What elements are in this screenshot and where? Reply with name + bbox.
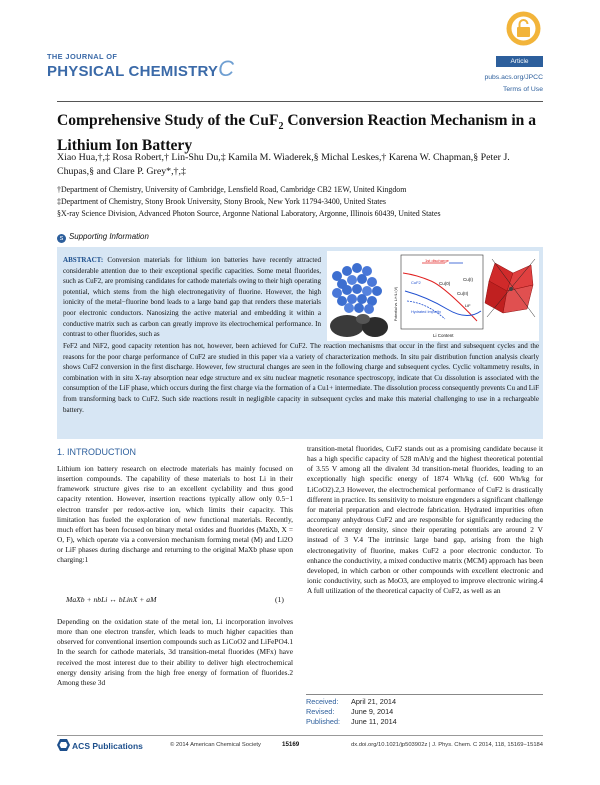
received-date: April 21, 2014 bbox=[351, 697, 397, 706]
journal-logo[interactable] bbox=[47, 52, 237, 79]
header-divider bbox=[57, 101, 543, 102]
journal-logo-letter: C bbox=[218, 56, 235, 81]
affiliations bbox=[57, 184, 543, 220]
graphic-label-cu0: Cu(0) bbox=[439, 281, 451, 286]
graphic-ylabel: Potential vs. Li+/Li (V) bbox=[394, 286, 398, 321]
publication-dates bbox=[306, 694, 543, 728]
published-label: Published: bbox=[306, 717, 341, 727]
published-row bbox=[306, 717, 543, 727]
equation-number: (1) bbox=[275, 595, 284, 604]
pubs-link[interactable]: pubs.acs.org/JPCC bbox=[484, 74, 543, 81]
title-part2: Conversion Reaction Mechanism in a Lithium Ion Battery bbox=[57, 112, 537, 155]
graphic-label-cu1: Cu(I) bbox=[463, 277, 473, 282]
affiliation-2: ‡Department of Chemistry, Stony Brook University, Stony Brook, New York 11794-3400, United States bbox=[57, 197, 386, 206]
journal-logo-name: PHYSICAL CHEMISTRY bbox=[47, 63, 219, 80]
supporting-info-link[interactable] bbox=[57, 232, 257, 243]
intro-paragraph-1: Lithium ion battery research on electrode materials has mainly focused on insertion compounds. The capability of these materials to host Li in their framework structure gives rise to an excellent cyclability and thus good capacity retention. However, insertion reactions typically allow only 0.5−1 electron transfer per redox-active ion, which limits their capacity. This limitation has fueled the exploration of new functional materials. Recently, much effort has been focused on binary metal oxides and fluorides (MaXb, X = O, F), which operate via a conversion mechanism forming metal (M) and Li2O or LiF phases during discharge and returning to the original MaXb phase upon charging:1 bbox=[57, 464, 293, 565]
received-row bbox=[306, 697, 543, 707]
title-part1: Comprehensive Study of the CuF bbox=[57, 112, 279, 129]
copyright: © 2014 American Chemical Society bbox=[170, 742, 261, 748]
intro-paragraph-2: Depending on the oxidation state of the metal ion, Li incorporation involves more than one electron transfer, which leads to much higher capacities than observed for conventional insertion compounds such as LiCoO2 and LiFePO4.1 In the search for cathode materials, 3d transition-metal fluorides (MFx) have received the most interest due to their ability to deliver high electrochemical energy density arising from the high free energy of formation of fluorides.2 Among these 3d bbox=[57, 617, 293, 687]
received-label: Received: bbox=[306, 697, 339, 706]
doi-citation[interactable]: dx.doi.org/10.1021/jp503902z | J. Phys. Chem. C 2014, 118, 15169−15184 bbox=[350, 742, 543, 748]
acs-publications-label: ACS Publications bbox=[72, 741, 143, 751]
intro-paragraph-right: transition-metal fluorides, CuF2 stands out as a promising candidate because it has a high specific capacity of 528 mAh/g and the highest theoretical potential of 3.55 V among all the divalent 3d transition-metal fluorides, leading to an exceptionally high specific energy of 1874 Wh/kg (cf. 600 Wh/kg for LiCoO2).2,3 However, the electrochemical performance of CuF2 is drastically different in practice. Its sensitivity to moisture engenders a significant challenge for material preparation and electrode fabrication. Hydrated impurities often accompany anhydrous CuF2 and are responsible for significantly reducing the theoretical energy density, since their operating potentials are around 2 V instead of 3 V.4 The intrinsic large band gap, arising from the high electronegativity of fluorine, makes CuF2 a poor electronic conductor. To enhance the conductivity, a mixed conductive matrix (MCM) approach has been developed, in which carbon or other compounds with excellent electronic and ionic conductivity, such as MoO3, are employed to improve electronic wiring.4 A full utilization of the theoretical capacity of CuF2, as well as an bbox=[307, 444, 543, 596]
article-tag: Article bbox=[496, 56, 543, 67]
terms-of-use-link[interactable]: Terms of Use bbox=[502, 86, 543, 93]
graphic-label-hydrated: Hydrated Impurity bbox=[411, 310, 441, 314]
supporting-info-label: Supporting Information bbox=[69, 232, 149, 241]
section-heading-introduction: 1. INTRODUCTION bbox=[57, 447, 137, 457]
abstract-text-a: Conversion materials for lithium ion batteries have recently attracted considerable attention due to their exceptional specific capacities. Some metal fluorides, such as CuF2, are promising candidates for cathode materials owing to their high operating potential, which stems from the high electronegativity of fluorine. However, the high ionicity of the metal−fluorine bond leads to a large band gap that renders these materials poor electronic conductors. Nanosizing the active material and embedding it within a conductive matrix such as carbon can greatly improve its electrochemical performance. In contrast to other fluorides, such as bbox=[63, 256, 321, 339]
revised-date: June 9, 2014 bbox=[351, 707, 394, 717]
graphic-xlabel: Li Content bbox=[433, 333, 454, 338]
page-number: 15169 bbox=[282, 741, 300, 748]
equation-1: MaXb + nbLi ↔ bLinX + aM bbox=[66, 595, 157, 604]
acs-publications-logo[interactable] bbox=[57, 739, 167, 753]
article-title bbox=[57, 111, 543, 155]
abstract-part1 bbox=[63, 255, 321, 340]
graphic-label-cuf2: CuF2 bbox=[411, 280, 421, 285]
supporting-info-icon: s bbox=[57, 234, 66, 243]
affiliation-3: §X-ray Science Division, Advanced Photon Source, Argonne National Laboratory, Argonne, Illinois 60439, United States bbox=[57, 209, 441, 218]
graphic-label-discharge: 1st discharge bbox=[425, 258, 449, 263]
abstract-part2: FeF2 and NiF2, good capacity retention has not, however, been achieved for CuF2. The reaction mechanisms that occur in the first and subsequent cycles and the reasons for the poor charge performance of CuF2 are studied in this paper via a variety of characterization methods. In situ pair distribution function analysis clearly shows CuF2 conversion in the first discharge. However, few structural changes are seen in the following charge and subsequent cycles. Cyclic voltammetry results, in combination with in situ X-ray absorption near edge structure and ex situ nuclear magnetic resonance spectroscopy, indicate that Cu dissolution is associated with the consumption of the LiF phase, which occurs during the first charge via the formation of a Cu1+ intermediate. The dissolution process consequently prevents Cu and LiF from transforming back to CuF2. Such side reactions result in negligible capacity in subsequent cycles and make this material challenging to use in a rechargeable battery. bbox=[63, 342, 539, 414]
abstract-label: ABSTRACT: bbox=[63, 256, 104, 264]
affiliation-1: †Department of Chemistry, University of Cambridge, Lensfield Road, Cambridge CB2 1EW, United Kingdom bbox=[57, 185, 407, 194]
journal-logo-line1: THE JOURNAL OF bbox=[47, 52, 118, 61]
acs-hexagon-icon bbox=[57, 739, 70, 751]
footer-divider bbox=[57, 735, 543, 736]
voltage-plot bbox=[401, 255, 483, 329]
title-subscript: 2 bbox=[278, 121, 284, 133]
revised-label: Revised: bbox=[306, 707, 335, 717]
published-date: June 11, 2014 bbox=[351, 717, 397, 727]
graphic-label-cu2: Cu(II) bbox=[457, 291, 469, 296]
author-list: Xiao Hua,†,‡ Rosa Robert,† Lin-Shu Du,‡ Kamila M. Wiaderek,§ Michal Leskes,† Karena W. Chapman,§ Peter J. Chupas,§ and Clare P. Grey*,†,‡ bbox=[57, 152, 510, 177]
graphic-label-lif: LiF bbox=[465, 303, 471, 308]
revised-row bbox=[306, 707, 543, 717]
open-access-icon bbox=[505, 10, 542, 47]
toc-graphic bbox=[327, 251, 539, 341]
